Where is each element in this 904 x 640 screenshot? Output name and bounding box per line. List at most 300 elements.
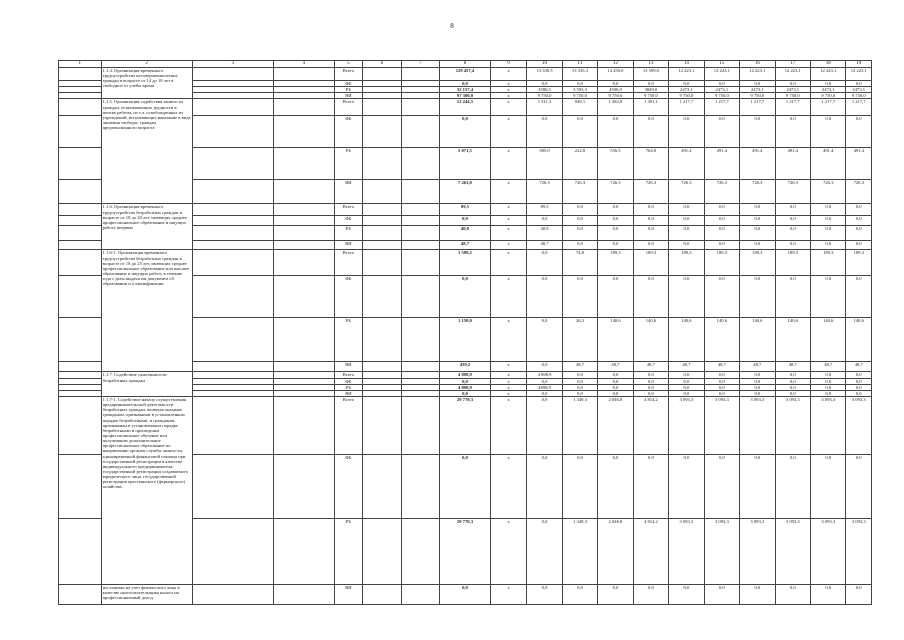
col-3-cell: [192, 99, 273, 116]
col-1-cell: [59, 454, 102, 518]
year-value: 0,0: [598, 384, 633, 390]
measure-title: 1.1.6-1. Организация временного трудоустройства безработных граждан в возрасте от 18 до 25 лет, имеющих среднее профессиональное образование или высшее образование и ищущих работу в течение года с даты выдачи им документа об образовании и о квалификации: [102, 250, 190, 287]
funding-source: ВИ: [334, 93, 362, 99]
col-3-cell: [192, 226, 273, 241]
year-value: 0,0: [846, 216, 872, 226]
measure-description: [101, 396, 192, 584]
year-value: 12 223,1: [811, 68, 846, 81]
col-9-mark: х: [490, 148, 526, 180]
year-value: 949,1: [562, 99, 597, 116]
year-value: 0,0: [704, 384, 739, 390]
year-value: 726,3: [598, 180, 633, 204]
col-6-cell: [363, 180, 402, 204]
year-value: 0,0: [598, 226, 633, 241]
year-value: 9 750,0: [562, 93, 597, 99]
col-4-cell: [273, 148, 334, 180]
measure-description: [101, 250, 192, 372]
year-value: 0,0: [740, 384, 775, 390]
col-3-cell: [192, 68, 273, 81]
year-value: 0,0: [775, 216, 810, 226]
col-3-cell: [192, 518, 273, 584]
column-number: 2: [101, 61, 192, 68]
year-value: 3 093,3: [669, 396, 704, 454]
year-value: 0,0: [527, 518, 562, 584]
year-value: 0,0: [633, 454, 668, 518]
year-value: 189,3: [704, 250, 739, 276]
col-3-cell: [192, 180, 273, 204]
col-9-mark: х: [490, 390, 526, 396]
year-value: 9 750,0: [633, 93, 668, 99]
year-value: 0,0: [704, 372, 739, 378]
col-4-cell: [273, 318, 334, 362]
year-value: 2 046,8: [598, 396, 633, 454]
year-value: 189,3: [811, 250, 846, 276]
column-number-row: [59, 61, 872, 68]
year-value: 3 093,3: [740, 518, 775, 584]
col-7-cell: [401, 454, 440, 518]
col-9-mark: х: [490, 93, 526, 99]
funding-source: ФБ: [334, 81, 362, 87]
year-value: 140,6: [811, 318, 846, 362]
col-9-mark: х: [490, 81, 526, 87]
column-number: 18: [811, 61, 846, 68]
funding-source: ВИ: [334, 180, 362, 204]
funding-source: ФБ: [334, 216, 362, 226]
column-number: 10: [527, 61, 562, 68]
col-7-cell: [401, 99, 440, 116]
year-value: 0,0: [811, 276, 846, 318]
year-value: 1 217,7: [846, 99, 872, 116]
year-value: 0,0: [633, 372, 668, 378]
measure-title: 1.1.5. Организация содействия занятости граждан, испытывающих трудности в поиске работы, из т.ч. освобожденных из учреждений, исполняющих наказание в виде лишения свободы, граждан предпенсионного возраста: [102, 99, 191, 131]
year-value: 0,0: [775, 81, 810, 87]
total-value: 97 300,0: [440, 93, 491, 99]
year-value: 0,0: [633, 241, 668, 250]
year-value: 48,7: [775, 362, 810, 372]
col-9-mark: х: [490, 180, 526, 204]
funding-source: РБ: [334, 318, 362, 362]
column-number: 14: [669, 61, 704, 68]
year-value: 0,0: [775, 276, 810, 318]
year-value: 0,0: [775, 226, 810, 241]
year-value: 0,0: [633, 384, 668, 390]
year-value: 0,0: [669, 204, 704, 216]
total-value: 29 770,3: [440, 518, 491, 584]
year-value: 0,0: [740, 216, 775, 226]
year-value: 140,6: [846, 318, 872, 362]
total-value: 0,0: [440, 390, 491, 396]
table-row: [59, 396, 872, 454]
year-value: 13 330,5: [527, 68, 562, 81]
col-7-cell: [401, 241, 440, 250]
funding-source: ФБ: [334, 454, 362, 518]
year-value: 0,0: [562, 454, 597, 518]
year-value: 0,0: [562, 584, 597, 604]
year-value: 140,6: [740, 318, 775, 362]
year-value: 2 046,8: [598, 518, 633, 584]
col-9-mark: х: [490, 68, 526, 81]
year-value: 0,0: [846, 226, 872, 241]
year-value: 26,3: [562, 318, 597, 362]
col-9-mark: х: [490, 87, 526, 93]
year-value: 189,3: [598, 250, 633, 276]
year-value: 0,0: [562, 116, 597, 148]
page-number: 8: [450, 22, 454, 30]
year-value: 4898,9: [527, 384, 562, 390]
col-1-cell: [59, 250, 102, 276]
total-value: 1 150,0: [440, 318, 491, 362]
year-value: 0,0: [740, 390, 775, 396]
year-value: 3 093,3: [740, 396, 775, 454]
col-7-cell: [401, 318, 440, 362]
col-1-cell: [59, 396, 102, 454]
col-9-mark: х: [490, 276, 526, 318]
column-number: 17: [775, 61, 810, 68]
funding-source: ФБ: [334, 116, 362, 148]
col-6-cell: [363, 241, 402, 250]
year-value: 0,0: [562, 216, 597, 226]
year-value: 1 217,7: [811, 99, 846, 116]
funding-source: ВИ: [334, 584, 362, 604]
funding-source: Всего: [334, 372, 362, 378]
year-value: 48,7: [740, 362, 775, 372]
year-value: 2473,1: [811, 87, 846, 93]
col-3-cell: [192, 241, 273, 250]
year-value: 1 491,1: [633, 99, 668, 116]
year-value: 0,0: [775, 390, 810, 396]
year-value: 0,0: [811, 378, 846, 384]
year-value: 3 093,3: [846, 518, 872, 584]
year-value: 0,0: [704, 390, 739, 396]
year-value: 0,0: [633, 116, 668, 148]
year-value: 0,0: [562, 204, 597, 216]
year-value: 0,0: [704, 81, 739, 87]
total-value: 1 589,2: [440, 250, 491, 276]
year-value: 48,7: [669, 362, 704, 372]
year-value: 0,0: [704, 454, 739, 518]
year-value: 12 223,1: [775, 68, 810, 81]
col-3-cell: [192, 454, 273, 518]
year-value: 0,0: [740, 378, 775, 384]
col-6-cell: [363, 204, 402, 216]
year-value: 0,0: [562, 372, 597, 378]
year-value: 0,0: [846, 81, 872, 87]
col-6-cell: [363, 318, 402, 362]
col-6-cell: [363, 68, 402, 81]
year-value: 0,0: [811, 454, 846, 518]
year-value: 0,0: [704, 116, 739, 148]
funding-source: РБ: [334, 518, 362, 584]
year-value: 1 311,3: [527, 99, 562, 116]
year-value: 0,0: [598, 216, 633, 226]
year-value: 0,0: [669, 454, 704, 518]
year-value: 726,3: [846, 180, 872, 204]
col-3-cell: [192, 204, 273, 216]
total-value: 48,7: [440, 241, 491, 250]
col-3-cell: [192, 584, 273, 604]
col-9-mark: х: [490, 584, 526, 604]
total-value: 0,0: [440, 584, 491, 604]
year-value: 0,0: [775, 378, 810, 384]
year-value: 585,0: [527, 148, 562, 180]
measure-description: [101, 99, 192, 204]
funding-source: Всего: [334, 204, 362, 216]
year-value: 9 750,0: [527, 93, 562, 99]
col-1-cell: [59, 99, 102, 116]
col-9-mark: х: [490, 362, 526, 372]
year-value: 726,3: [740, 180, 775, 204]
year-value: 0,0: [846, 372, 872, 378]
year-value: 0,0: [669, 372, 704, 378]
year-value: 0,0: [633, 378, 668, 384]
year-value: 0,0: [740, 116, 775, 148]
year-value: 0,0: [811, 204, 846, 216]
total-value: 89,5: [440, 204, 491, 216]
year-value: 0,0: [704, 226, 739, 241]
table-row: [59, 584, 872, 604]
year-value: 14 250,0: [598, 68, 633, 81]
measure-description: [101, 204, 192, 250]
col-7-cell: [401, 250, 440, 276]
funding-source: ФБ: [334, 276, 362, 318]
col-6-cell: [363, 362, 402, 372]
col-7-cell: [401, 116, 440, 148]
total-value: 5 071,5: [440, 148, 491, 180]
year-value: 0,0: [669, 390, 704, 396]
col-3-cell: [192, 148, 273, 180]
year-value: 140,6: [633, 318, 668, 362]
total-value: 0,0: [440, 216, 491, 226]
col-4-cell: [273, 250, 334, 276]
funding-source: РБ: [334, 87, 362, 93]
year-value: 0,0: [846, 390, 872, 396]
year-value: 0,0: [527, 216, 562, 226]
year-value: 0,0: [846, 584, 872, 604]
year-value: 0,0: [775, 454, 810, 518]
year-value: 0,0: [811, 216, 846, 226]
year-value: 0,0: [562, 241, 597, 250]
year-value: 0,0: [598, 372, 633, 378]
year-value: 0,0: [740, 584, 775, 604]
total-value: 0,0: [440, 116, 491, 148]
year-value: 0,0: [669, 276, 704, 318]
year-value: 2473,1: [740, 87, 775, 93]
year-value: 3 093,3: [704, 518, 739, 584]
year-value: 0,0: [740, 454, 775, 518]
col-9-mark: х: [490, 318, 526, 362]
year-value: 0,0: [775, 204, 810, 216]
col-4-cell: [273, 584, 334, 604]
col-9-mark: х: [490, 372, 526, 378]
year-value: 48,7: [633, 362, 668, 372]
table-row: [59, 99, 872, 116]
year-value: 491,4: [811, 148, 846, 180]
col-7-cell: [401, 204, 440, 216]
year-value: 0,0: [633, 81, 668, 87]
year-value: 491,4: [846, 148, 872, 180]
total-value: 12 244,5: [440, 99, 491, 116]
col-1-cell: [59, 318, 102, 362]
year-value: 0,0: [598, 378, 633, 384]
col-6-cell: [363, 396, 402, 454]
year-value: 0,0: [811, 390, 846, 396]
year-value: 0,0: [846, 276, 872, 318]
year-value: 4 814,2: [633, 396, 668, 454]
col-1-cell: [59, 241, 102, 250]
year-value: 0,0: [562, 226, 597, 241]
col-1-cell: [59, 362, 102, 372]
year-value: 48,7: [704, 362, 739, 372]
year-value: 0,0: [527, 116, 562, 148]
year-value: 0,0: [811, 584, 846, 604]
funding-source: Всего: [334, 68, 362, 81]
year-value: 0,0: [562, 384, 597, 390]
column-number: 5: [334, 61, 362, 68]
col-4-cell: [273, 454, 334, 518]
year-value: 0,0: [846, 454, 872, 518]
col-4-cell: [273, 241, 334, 250]
column-number: 9: [490, 61, 526, 68]
col-1-cell: [59, 226, 102, 241]
col-6-cell: [363, 226, 402, 241]
col-6-cell: [363, 148, 402, 180]
table-row: [59, 204, 872, 216]
year-value: 9 750,0: [669, 93, 704, 99]
year-value: 0,0: [562, 81, 597, 87]
table-row: [59, 68, 872, 81]
year-value: 0,0: [598, 276, 633, 318]
year-value: 0,0: [740, 226, 775, 241]
year-value: 48,7: [811, 362, 846, 372]
col-3-cell: [192, 116, 273, 148]
col-3-cell: [192, 250, 273, 276]
year-value: 140,6: [598, 318, 633, 362]
year-value: 0,0: [740, 372, 775, 378]
year-value: 3 593,3: [562, 87, 597, 93]
col-9-mark: х: [490, 204, 526, 216]
year-value: 0,0: [846, 378, 872, 384]
measure-description-continued: постановке на учет физического лица в качестве налогоплательщика налога на профессиональный доход: [101, 584, 192, 604]
year-value: 12 223,1: [669, 68, 704, 81]
funding-source: Всего: [334, 99, 362, 116]
col-9-mark: х: [490, 454, 526, 518]
total-value: 0,0: [440, 454, 491, 518]
year-value: 222,8: [562, 148, 597, 180]
column-number: 4: [273, 61, 334, 68]
col-3-cell: [192, 276, 273, 318]
year-value: 0,0: [740, 81, 775, 87]
year-value: 189,3: [669, 250, 704, 276]
year-value: 726,3: [669, 180, 704, 204]
col-4-cell: [273, 396, 334, 454]
total-value: 40,8: [440, 226, 491, 241]
year-value: 0,0: [704, 204, 739, 216]
year-value: 89,5: [527, 204, 562, 216]
total-value: 7 263,0: [440, 180, 491, 204]
year-value: 48,7: [598, 362, 633, 372]
year-value: 0,0: [527, 396, 562, 454]
year-value: 0,0: [598, 584, 633, 604]
year-value: 0,0: [527, 584, 562, 604]
year-value: 0,0: [669, 216, 704, 226]
year-value: 0,0: [633, 216, 668, 226]
year-value: 74,8: [562, 250, 597, 276]
year-value: 0,0: [846, 241, 872, 250]
funding-source: ВИ: [334, 362, 362, 372]
column-number: 3: [192, 61, 273, 68]
year-value: 1 282,8: [598, 99, 633, 116]
col-4-cell: [273, 362, 334, 372]
funding-source: РБ: [334, 226, 362, 241]
year-value: 764,8: [633, 148, 668, 180]
year-value: 0,0: [669, 378, 704, 384]
year-value: 0,0: [669, 116, 704, 148]
year-value: 0,0: [704, 241, 739, 250]
year-value: 491,4: [704, 148, 739, 180]
year-value: 3 093,3: [775, 518, 810, 584]
year-value: 4500,0: [598, 87, 633, 93]
year-value: 0,0: [527, 454, 562, 518]
funding-source: РБ: [334, 148, 362, 180]
col-6-cell: [363, 99, 402, 116]
year-value: 3849,0: [633, 87, 668, 93]
col-9-mark: х: [490, 396, 526, 454]
year-value: 0,0: [704, 216, 739, 226]
col-7-cell: [401, 276, 440, 318]
col-4-cell: [273, 116, 334, 148]
col-7-cell: [401, 396, 440, 454]
year-value: 140,6: [669, 318, 704, 362]
year-value: 0,0: [633, 276, 668, 318]
year-value: 0,0: [811, 226, 846, 241]
year-value: 0,0: [704, 584, 739, 604]
year-value: 3 093,3: [811, 396, 846, 454]
year-value: 0,0: [740, 276, 775, 318]
year-value: 0,0: [562, 276, 597, 318]
year-value: 726,3: [775, 180, 810, 204]
col-7-cell: [401, 584, 440, 604]
year-value: 1 217,7: [740, 99, 775, 116]
col-7-cell: [401, 180, 440, 204]
total-value: 32 157,4: [440, 87, 491, 93]
year-value: 189,3: [740, 250, 775, 276]
col-9-mark: х: [490, 518, 526, 584]
year-value: 2473,1: [775, 87, 810, 93]
col-7-cell: [401, 68, 440, 81]
year-value: 2473,1: [704, 87, 739, 93]
year-value: 13 335,3: [562, 68, 597, 81]
column-number: 12: [598, 61, 633, 68]
total-value: 0,0: [440, 81, 491, 87]
year-value: 12 223,1: [740, 68, 775, 81]
year-value: 140,6: [704, 318, 739, 362]
year-value: 0,0: [846, 204, 872, 216]
col-1-cell: [59, 216, 102, 226]
year-value: 1 217,7: [775, 99, 810, 116]
year-value: 0,0: [740, 241, 775, 250]
year-value: 726,3: [704, 180, 739, 204]
year-value: 726,3: [811, 180, 846, 204]
col-3-cell: [192, 396, 273, 454]
total-value: 0,0: [440, 276, 491, 318]
year-value: 9 750,0: [704, 93, 739, 99]
year-value: 0,0: [775, 241, 810, 250]
measure-title: 1.1.7-1. Содействие началу осуществления предпринимательской деятельности безработных граждан, включая оказание гражданам, признанным в установленном порядке безработными, и гражданам, признанным в установленном порядке безработными и прошедшим профессиональное обучение или получившим дополнительное профессиональное образование по направлению органов службы занятости, единовременной финансовой помощи при государственной регистрации в качестве индивидуального предпринимателя, государственной регистрации создаваемого юридического лица, государственной регистрации крестьянского (фермерского) хозяйства,: [102, 396, 188, 490]
col-9-mark: х: [490, 116, 526, 148]
col-4-cell: [273, 99, 334, 116]
year-value: 1 349,3: [562, 518, 597, 584]
year-value: 0,0: [562, 390, 597, 396]
